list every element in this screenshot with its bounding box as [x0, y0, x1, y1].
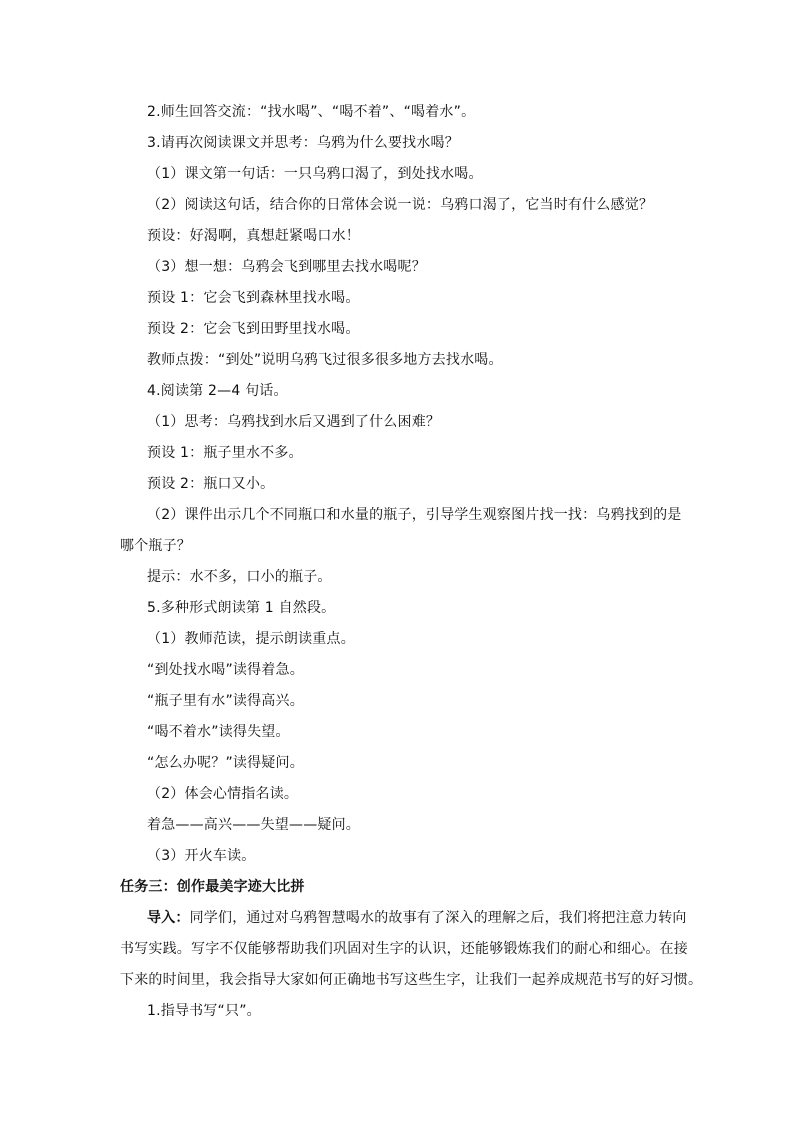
paragraph-line: （1）思考：乌鸦找到水后又遇到了什么困难？: [147, 414, 441, 430]
paragraph-line: 预设 1：它会飞到森林里找水喝。: [147, 290, 360, 306]
paragraph-line: “到处找水喝”读得着急。: [147, 662, 304, 678]
paragraph-line: 预设 2：它会飞到田野里找水喝。: [147, 321, 360, 337]
paragraph-line: （1）教师范读，提示朗读重点。: [147, 631, 355, 647]
paragraph-line: “喝不着水”读得失望。: [147, 724, 290, 740]
paragraph-line: 1.指导书写“只”。: [147, 1003, 261, 1019]
intro-label: 导入：: [147, 910, 190, 926]
paragraph-line: 预设：好渴啊，真想赶紧喝口水！: [147, 228, 360, 244]
paragraph-line: 着急——高兴——失望——疑问。: [147, 817, 360, 833]
paragraph-line: （2）课件出示几个不同瓶口和水量的瓶子，引导学生观察图片找一找：乌鸦找到的是: [147, 507, 682, 523]
section-heading: 任务三：创作最美字迹大比拼: [120, 879, 305, 895]
paragraph-line: 2.师生回答交流：“找水喝”、“喝不着”、“喝着水”。: [147, 104, 476, 120]
intro-paragraph-line: 书写实践。写字不仅能够帮助我们巩固对生字的认识，还能够锻炼我们的耐心和细心。在接: [120, 941, 688, 957]
intro-text: 同学们，通过对乌鸦智慧喝水的故事有了深入的理解之后，我们将把注意力转向: [189, 910, 687, 926]
paragraph-line: 预设 2：瓶口又小。: [147, 476, 275, 492]
paragraph-line: 教师点拨：“到处”说明乌鸦飞过很多很多地方去找水喝。: [147, 352, 503, 368]
paragraph-line: 4.阅读第 2—4 句话。: [147, 383, 288, 399]
paragraph-line: 预设 1：瓶子里水不多。: [147, 445, 303, 461]
paragraph-line: “怎么办呢？”读得疑问。: [147, 755, 304, 771]
intro-paragraph-line: 下来的时间里，我会指导大家如何正确地书写这些生字，让我们一起养成规范书写的好习惯。: [120, 972, 703, 988]
paragraph-line: （2）阅读这句话，结合你的日常体会说一说：乌鸦口渴了，它当时有什么感觉？: [147, 197, 654, 213]
paragraph-line: “瓶子里有水”读得高兴。: [147, 693, 304, 709]
intro-paragraph-line: [147, 909, 687, 927]
paragraph-line: （3）开火车读。: [147, 848, 256, 864]
paragraph-line: 哪个瓶子？: [120, 538, 191, 554]
paragraph-line: 提示：水不多，口小的瓶子。: [147, 569, 332, 585]
paragraph-line: （2）体会心情指名读。: [147, 786, 299, 802]
paragraph-line: 5.多种形式朗读第 1 自然段。: [147, 600, 336, 616]
paragraph-line: （1）课文第一句话：一只乌鸦口渴了，到处找水喝。: [147, 166, 483, 182]
paragraph-line: 3.请再次阅读课文并思考：乌鸦为什么要找水喝？: [147, 135, 459, 151]
paragraph-line: （3）想一想：乌鸦会飞到哪里去找水喝呢？: [147, 259, 426, 275]
